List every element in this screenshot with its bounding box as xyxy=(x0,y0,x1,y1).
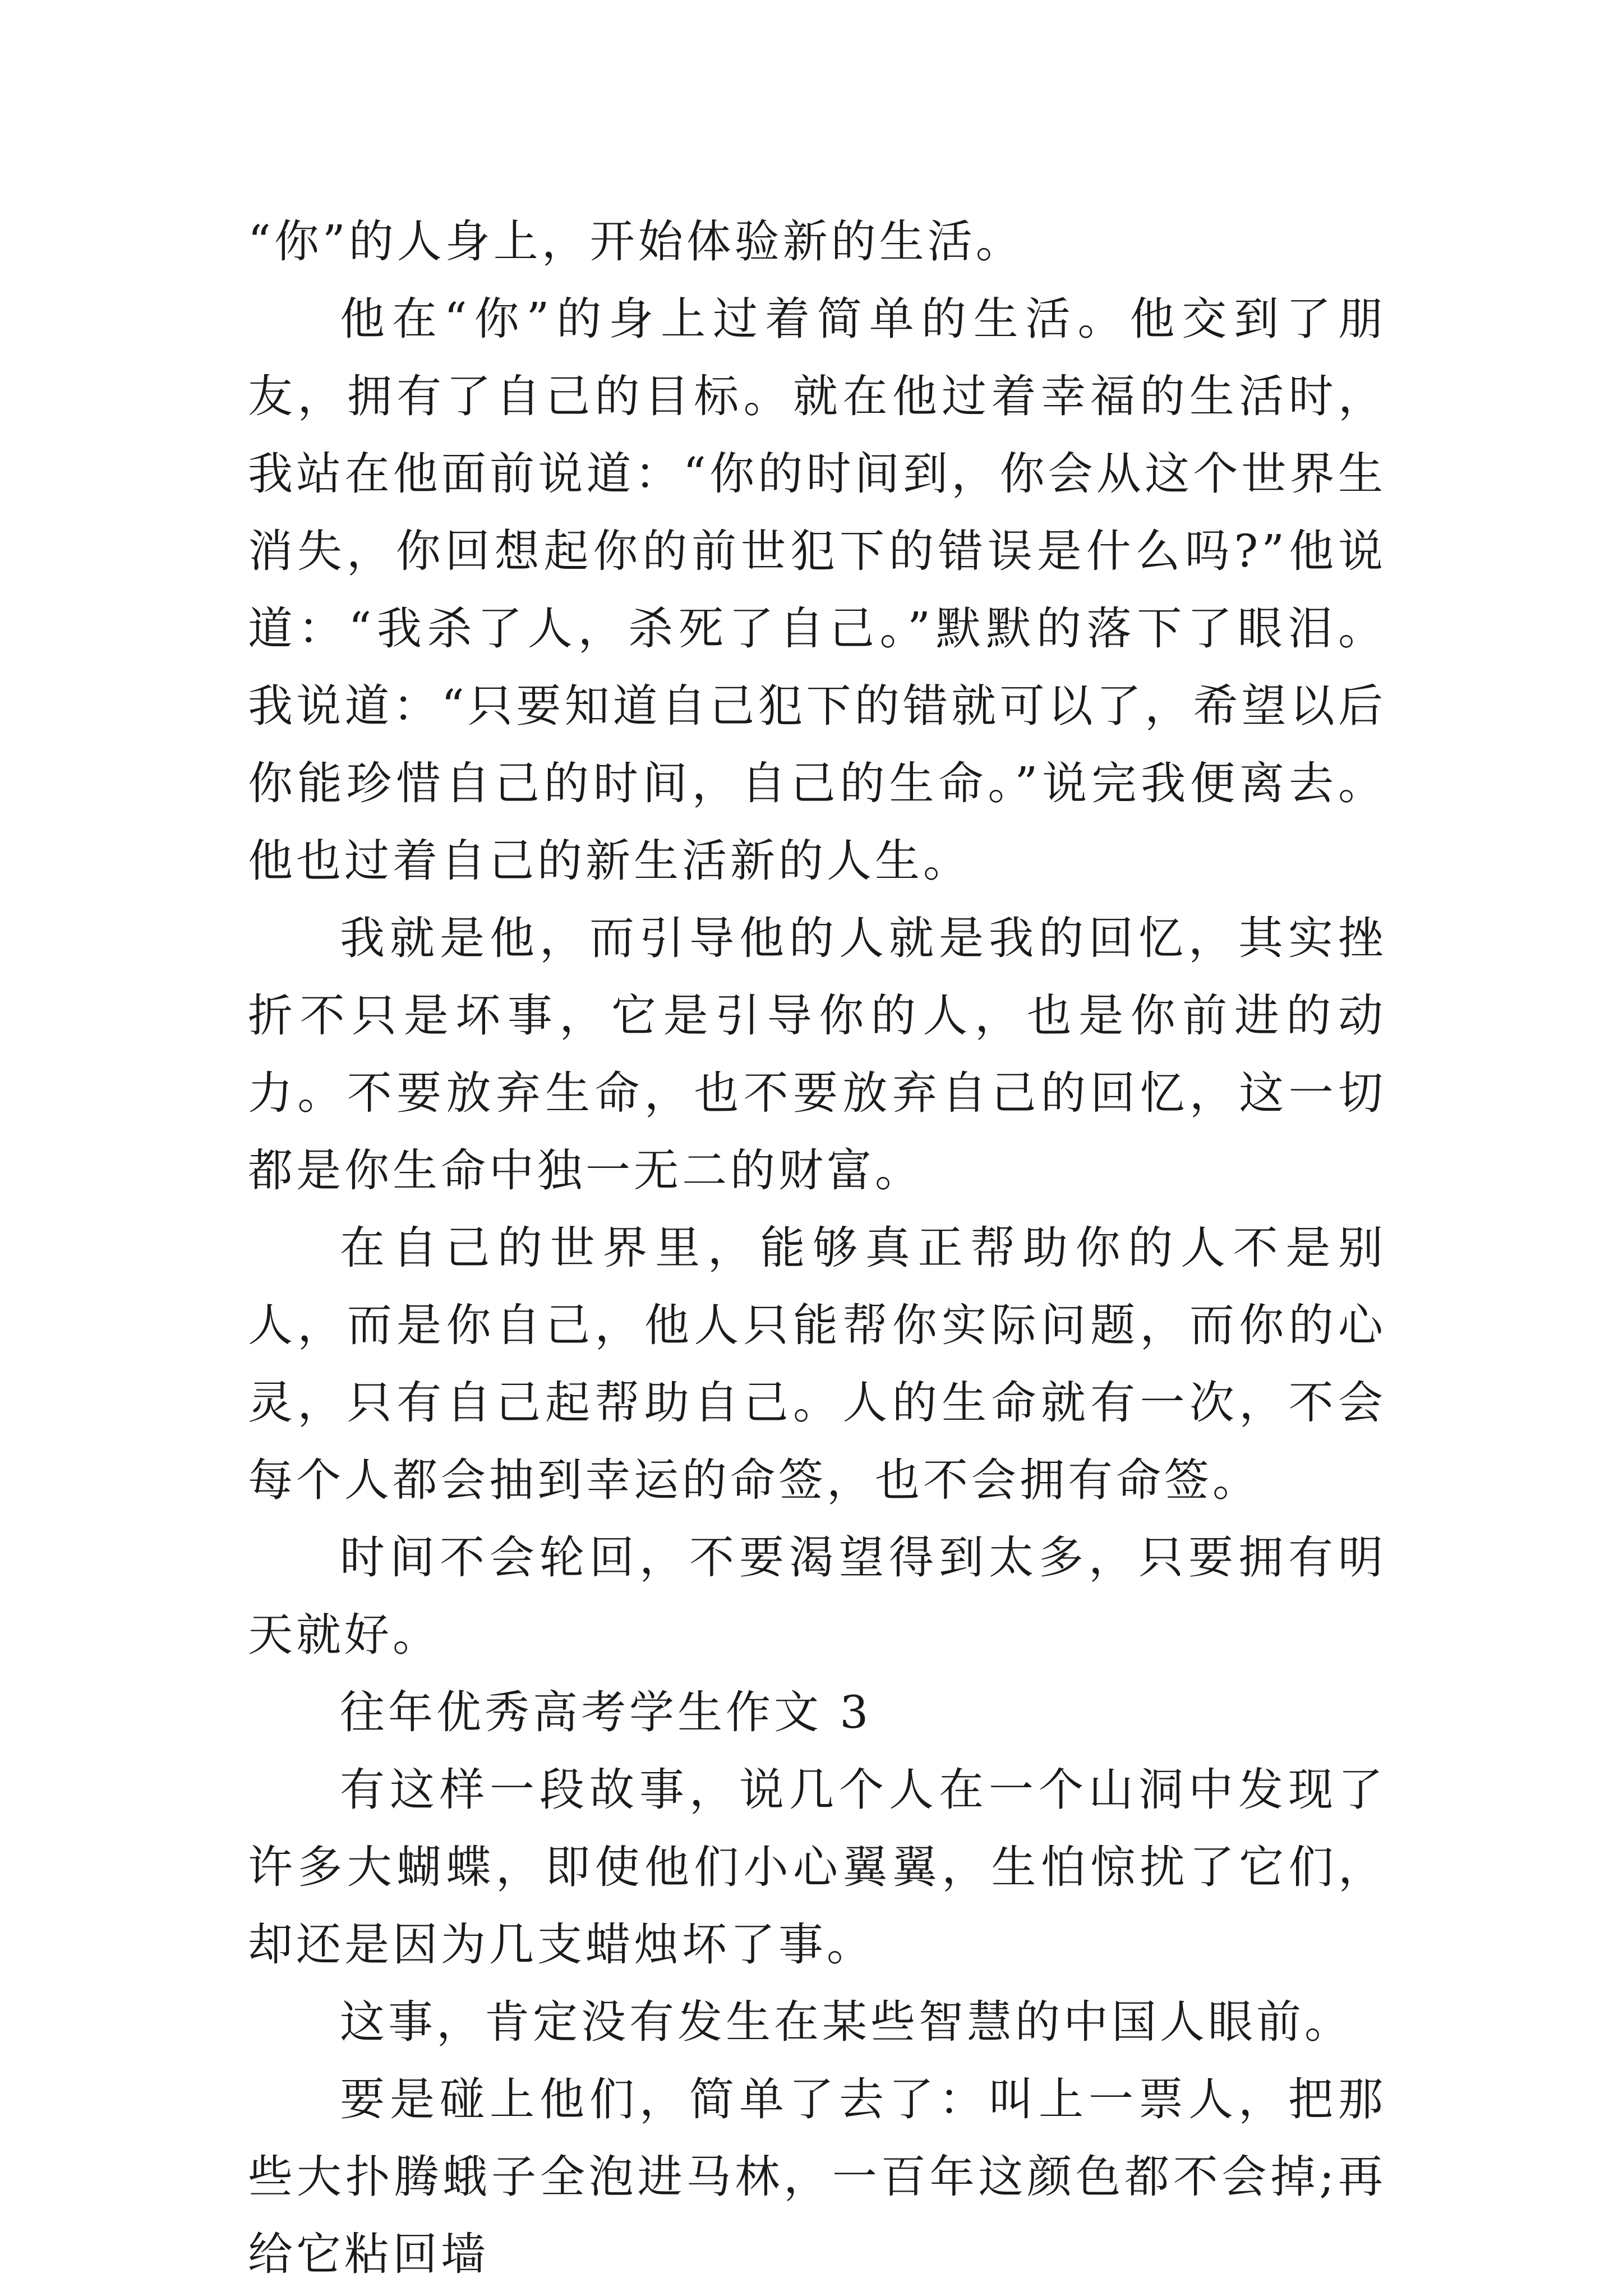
paragraph-8: 要是碰上他们，简单了去了：叫上一票人，把那些大扑腾蛾子全泡进马林，一百年这颜色都不会掉;再给它粘回墙 xyxy=(248,2073,1386,2280)
paragraph-3: 我就是他，而引导他的人就是我的回忆，其实挫折不只是坏事，它是引导你的人，也是你前进的动力。不要放弃生命，也不要放弃自己的回忆，这一切都是你生命中独一无二的财富。 xyxy=(248,912,1386,1197)
paragraph-7: 这事，肯定没有发生在某些智慧的中国人眼前。 xyxy=(340,1996,1353,2048)
paragraph-1: “你”的人身上，开始体验新的生活。 xyxy=(248,215,1024,268)
paragraph-5: 时间不会轮回，不要渴望得到太多，只要拥有明天就好。 xyxy=(248,1531,1386,1661)
section-heading: 往年优秀高考学生作文 3 xyxy=(340,1686,872,1738)
paragraph-2: 他在“你”的身上过着简单的生活。他交到了朋友，拥有了自己的目标。就在他过着幸福的生活时，我站在他面前说道：“你的时间到，你会从这个世界生消失，你回想起你的前世犯下的错误是什么吗?”他说道：“我杀了人，杀死了自己。”默默的落下了眼泪。我说道：“只要知道自己犯下的错就可以了，希望以后你能珍惜自己的时间，自己的生命。”说完我便离去。他也过着自己的新生活新的人生。 xyxy=(248,293,1386,887)
paragraph-4: 在自己的世界里，能够真正帮助你的人不是别人，而是你自己，他人只能帮你实际问题，而你的心灵，只有自己起帮助自己。人的生命就有一次，不会每个人都会抽到幸运的命签，也不会拥有命签。 xyxy=(248,1222,1386,1506)
paragraph-6: 有这样一段故事，说几个人在一个山洞中发现了许多大蝴蝶，即使他们小心翼翼，生怕惊扰了它们，却还是因为几支蜡烛坏了事。 xyxy=(248,1764,1386,1971)
document-body xyxy=(248,203,1386,2293)
